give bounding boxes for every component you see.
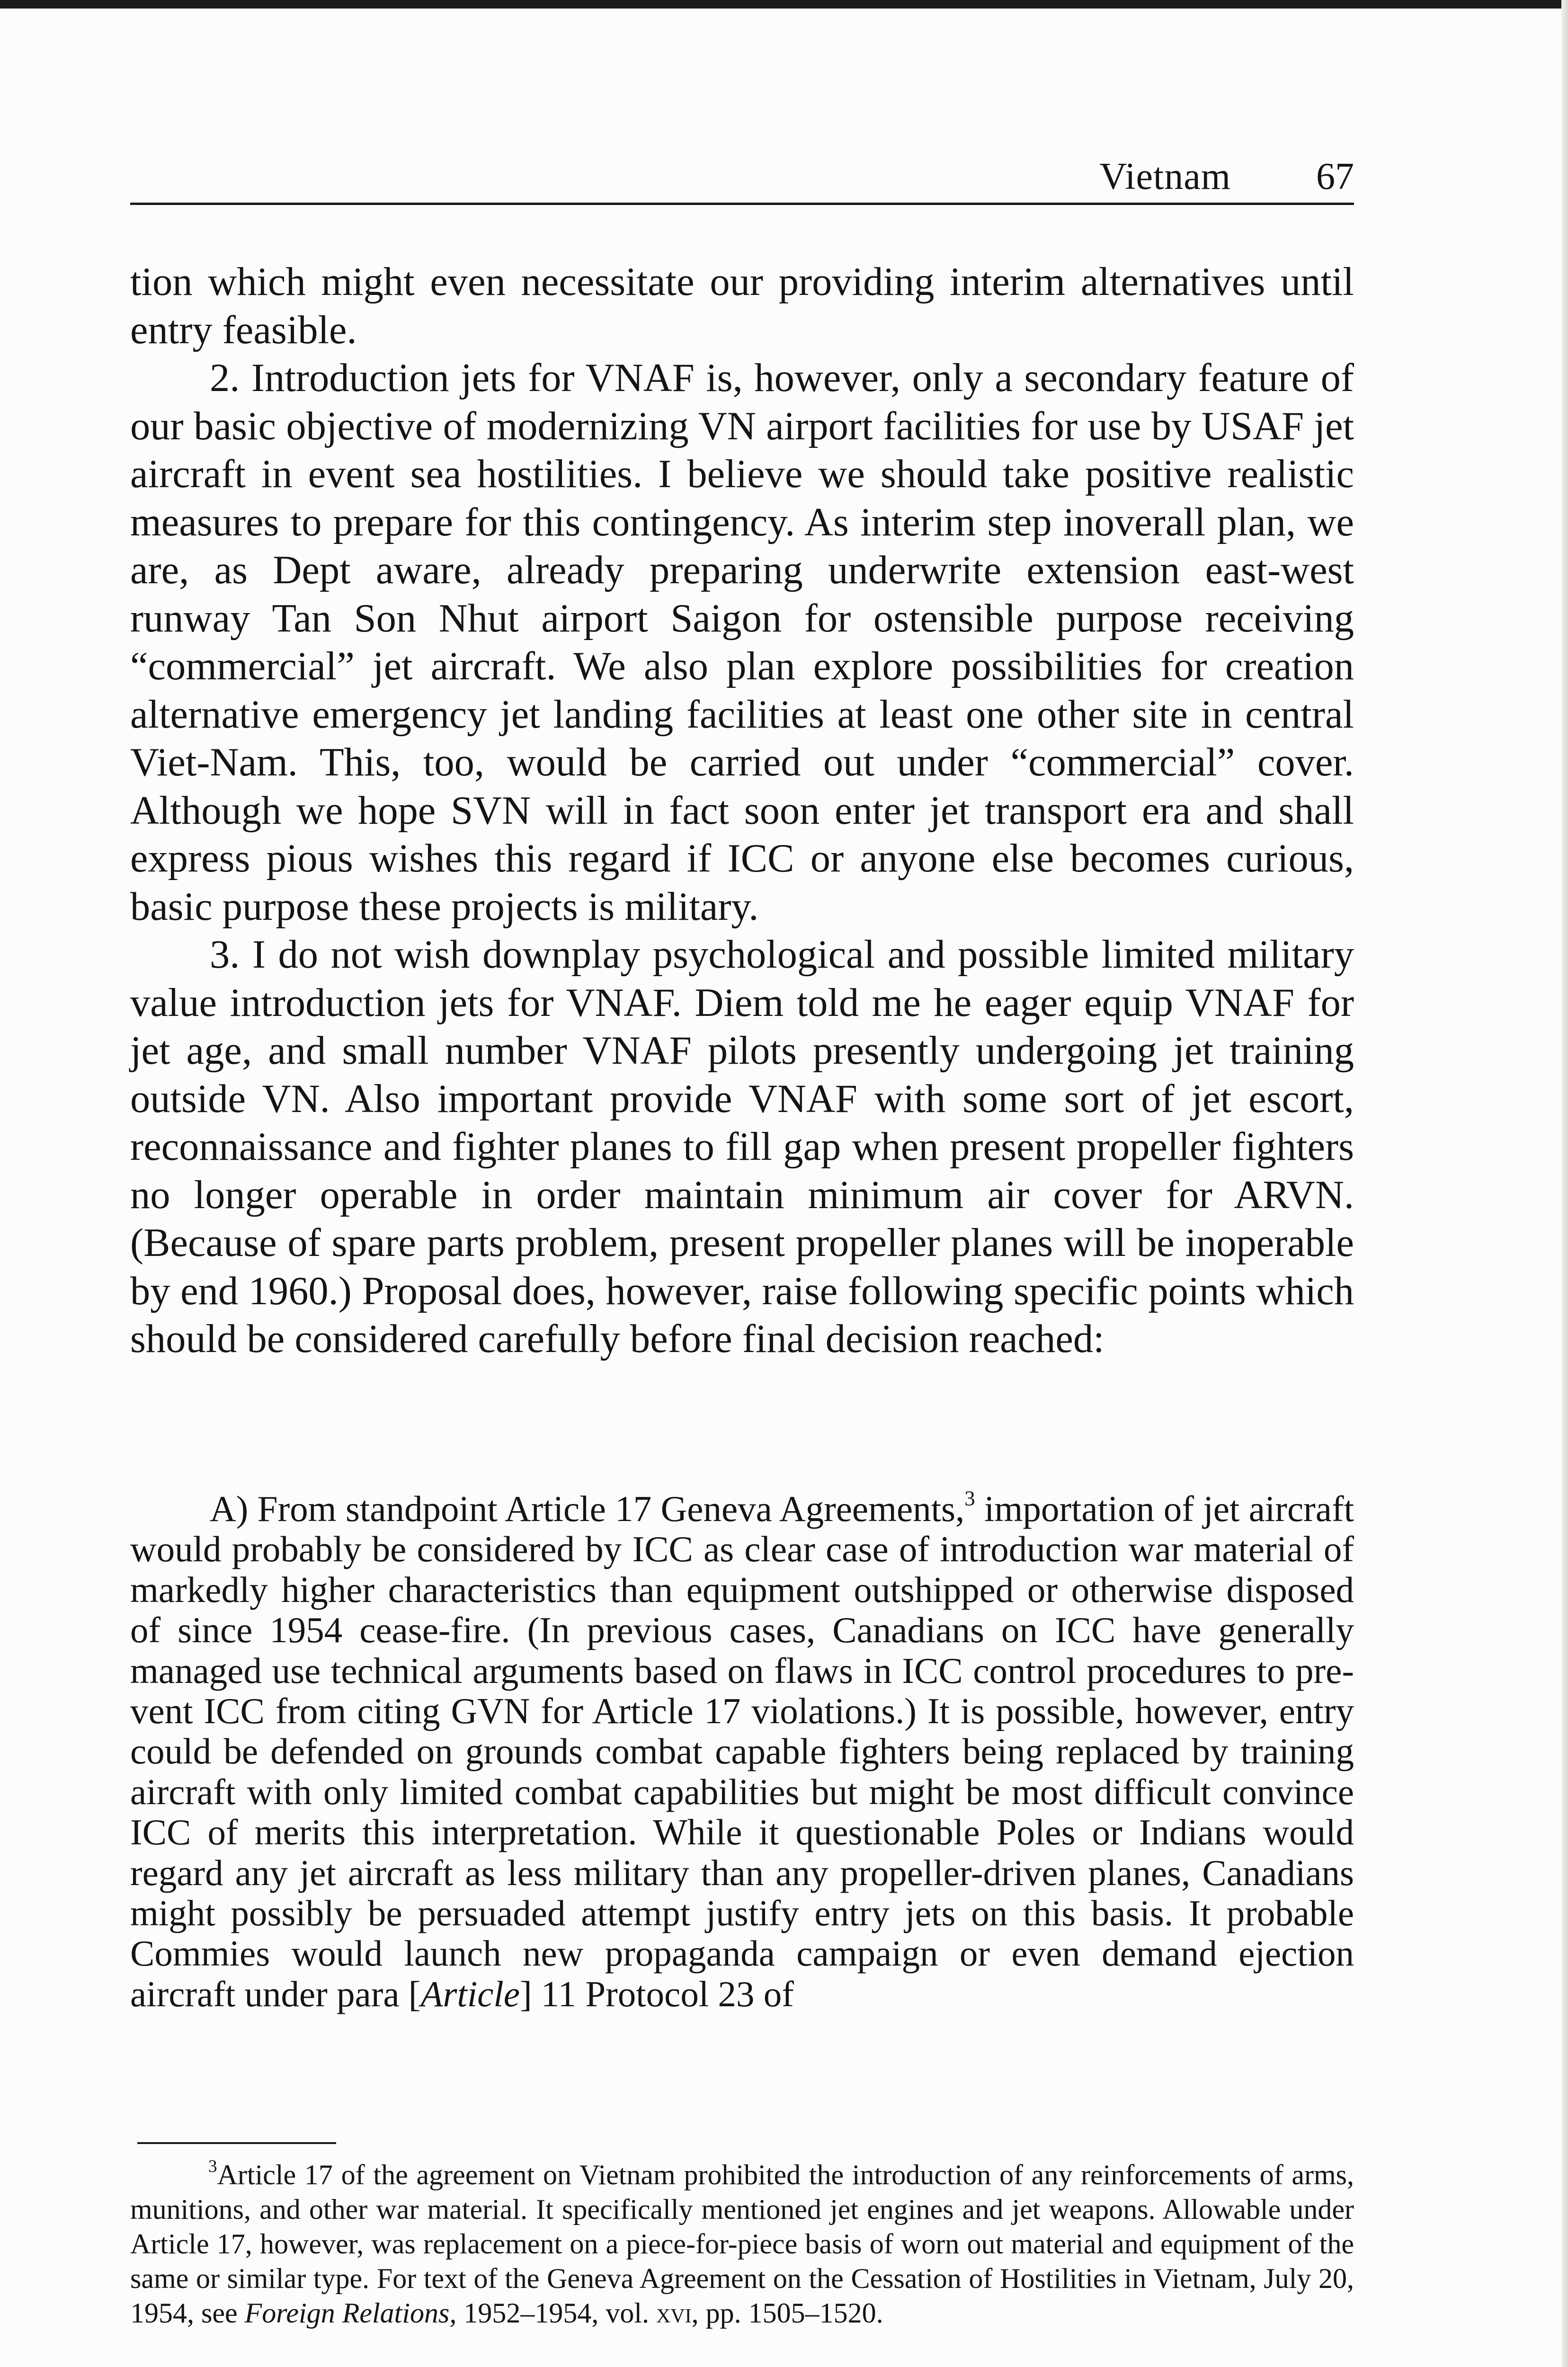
paragraph-3: 3. I do not wish downplay psychological and possible limited military value introduction jets for VNAF. Diem told me he eager equip VNAF for jet age, and small number VNAF pilots presently undergoing jet training outside VN. Also important provide VNAF with some sort of jet escort, reconnaissance and fighter planes to fill gap when present propeller fighters no longer operable in order maintain minimum air cover for ARVN. (Because of spare parts problem, present propeller planes will be inoperable by end 1960.) Proposal does, however, raise following specific points which should be considered carefully before final decision reached: [130, 933, 1354, 1361]
bracket-open: [ [408, 1973, 421, 2014]
page-header [130, 151, 1354, 205]
extract-paragraph [130, 1486, 1354, 2014]
extract-text-end: 11 Protocol 23 of [532, 1973, 794, 2014]
extract-point-a [130, 1486, 1354, 2014]
footnote-marker: 3 [208, 2156, 217, 2176]
page-top-edge [0, 0, 1568, 9]
running-title: Vietnam [1099, 156, 1231, 197]
page-binding-edge [1561, 0, 1568, 2367]
footnote-volume: xvi [656, 2297, 692, 2329]
bracket-close: ] [520, 1973, 532, 2014]
footnote [130, 2158, 1354, 2331]
paragraph-2: 2. Introduction jets for VNAF is, however, only a secondary feature of our basic objective of modernizing VN airport facilities for use by USAF jet aircraft in event sea hostilities. I believe we should take positive realistic measures to prepare for this contingency. As interim step inoverall plan, we are, as Dept aware, already preparing underwrite extension east-west runway Tan Son Nhut airport Saigon for ostensible purpose receiving “commercial” jet aircraft. We also plan explore possibilities for creation alternative emergency jet landing facilities at least one other site in central Viet-Nam. This, too, would be carried out under “commercial” cover. Although we hope SVN will in fact soon enter jet transport era and shall express pious wishes this regard if ICC or anyone else becomes curious, basic purpose these projects is military. [130, 356, 1354, 929]
footnote-body: Article 17 of the agreement on Vietnam prohibited the introduction of any reinforcements of arms, munitions, and other war material. It specifically mentioned jet engines and jet weapons. Allowable under Article 17, however, was replacement on a piece-for-piece basis of worn out material and equipment of the same or similar type. For text of the Geneva Agreement on the Cessation of Hostilities in Vietnam, July 20, 1954, see [130, 2159, 1354, 2329]
paragraph-continuation: tion which might even necessitate our providing interim alternatives until entry feasible. [130, 260, 1354, 352]
footnote-source-years: 1952–1954, vol. [456, 2297, 657, 2329]
extract-text-middle: importation of jet aircraft would probably be considered by ICC as clear case of introduction war material of markedly higher characteristics than equipment outshipped or otherwise disposed of since 1954 cease-fire. (In previous cases, Canadians on ICC have generally managed use technical arguments based on flaws in ICC control procedures to prevent ICC from citing GVN for Article 17 violations.) It is possible, however, entry could be defended on grounds combat capable fighters being replaced by training aircraft with only limited combat capabilities but might be most difficult convince ICC of merits this interpretation. While it questionable Poles or Indians would regard any jet aircraft as less military than any propeller-driven planes, Canadians might possibly be persuaded attempt justify entry jets on this basis. It probable Commies would launch new propaganda campaign or even demand ejection aircraft under para [130, 1488, 1354, 2014]
editorial-insertion: Article [420, 1973, 520, 2014]
body-text [130, 258, 1354, 1363]
footnote-rule [137, 2142, 336, 2144]
extract-text-start: A) From standpoint Article 17 Geneva Agreements, [210, 1488, 965, 1529]
footnote-text [130, 2158, 1354, 2331]
page-number: 67 [1316, 156, 1354, 197]
footnote-reference: 3 [964, 1486, 975, 1510]
footnote-pages: , pp. 1505–1520. [691, 2297, 883, 2329]
footnote-source-title: Foreign Relations, [244, 2297, 457, 2329]
